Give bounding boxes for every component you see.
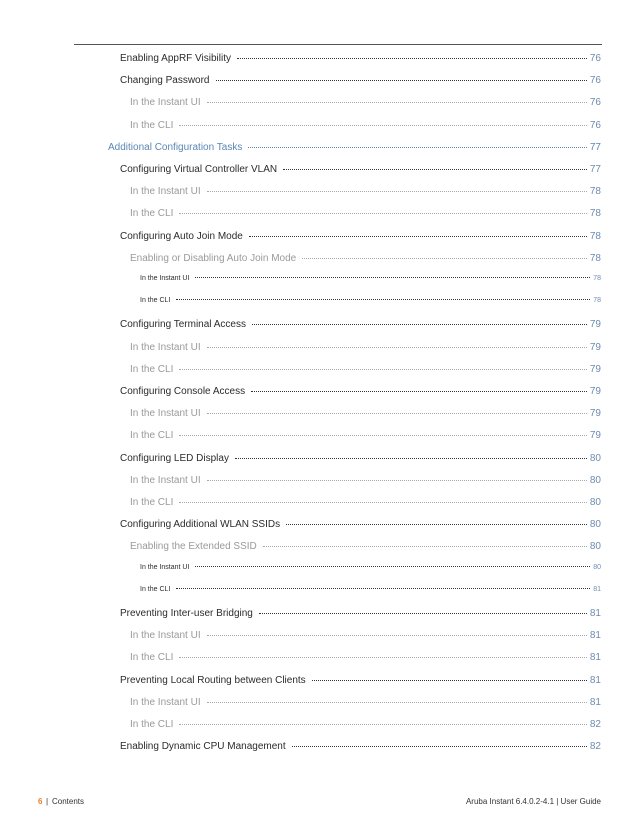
toc-entry-page: 81 [589,696,601,708]
toc-entry[interactable] [130,186,601,197]
toc-entry[interactable] [140,586,601,593]
toc-entry-label: In the CLI [130,208,174,220]
toc-entry[interactable] [130,630,601,641]
toc-section-entry[interactable] [108,142,601,153]
toc-entry-label: Enabling the Extended SSID [130,541,257,553]
toc-entry[interactable] [120,231,601,242]
toc-dot-leader [207,102,587,103]
toc-dot-leader [312,680,587,681]
toc-entry[interactable] [130,497,601,508]
toc-entry-page: 80 [589,452,601,464]
toc-entry-page: 80 [589,474,601,486]
toc-entry-page: 81 [589,630,601,642]
toc-dot-leader [207,347,587,348]
toc-entry-label: In the Instant UI [130,696,201,708]
toc-entry-page: 82 [589,719,601,730]
toc-entry-label: In the Instant UI [130,186,201,198]
toc-dot-leader [292,746,587,747]
toc-entry-page: 80 [589,519,601,531]
toc-entry-label: In the Instant UI [130,474,201,486]
toc-dot-leader [263,546,587,547]
toc-entry[interactable] [130,475,601,486]
toc-entry-label: Preventing Inter-user Bridging [120,608,253,619]
toc-dot-leader [259,613,587,614]
toc-entry[interactable] [120,164,601,175]
toc-entry[interactable] [120,386,601,397]
toc-entry-page: 76 [589,53,601,64]
toc-entry[interactable] [130,408,601,419]
toc-entry-page: 80 [589,497,601,508]
toc-entry-page: 79 [589,341,601,353]
footer-separator: | [46,797,49,806]
toc-entry-page: 81 [593,585,601,593]
toc-entry-label: In the CLI [140,297,171,305]
toc-entry[interactable] [130,697,601,708]
toc-entry[interactable] [130,120,601,131]
toc-entry-page: 76 [589,75,601,87]
toc-entry-label: Additional Configuration Tasks [108,141,243,153]
toc-entry-page: 79 [589,430,601,442]
toc-entry-label: Configuring Additional WLAN SSIDs [120,519,281,531]
toc-entry-label: In the Instant UI [130,97,201,109]
toc-dot-leader [286,524,587,525]
toc-entry-page: 76 [589,97,601,109]
toc-entry-label: Enabling AppRF Visibility [120,53,231,64]
toc-entry[interactable] [120,519,601,530]
toc-dot-leader [195,277,590,278]
toc-entry-page: 78 [589,208,601,220]
toc-dot-leader [252,324,587,325]
toc-entry-page: 76 [589,119,601,131]
toc-dot-leader [207,191,587,192]
toc-entry-page: 79 [589,363,601,375]
toc-entry-label: Enabling Dynamic CPU Management [120,741,286,753]
toc-dot-leader [207,413,587,414]
toc-entry[interactable] [120,75,601,86]
toc-entry[interactable] [130,652,601,663]
toc-entry-page: 79 [589,408,601,420]
toc-entry-page: 77 [589,164,601,175]
toc-dot-leader [179,435,587,436]
toc-entry-label: Configuring Terminal Access [120,319,246,331]
toc-entry[interactable] [130,208,601,219]
toc-dot-leader [249,236,587,237]
toc-entry-label: Configuring Virtual Controller VLAN [120,164,278,175]
toc-dot-leader [283,169,587,170]
toc-entry-page: 78 [589,252,601,264]
toc-entry-label: In the Instant UI [140,275,190,282]
toc-dot-leader [179,502,587,503]
toc-entry[interactable] [120,453,601,464]
toc-entry-page: 79 [589,386,601,397]
toc-entry-page: 81 [589,674,601,686]
toc-entry[interactable] [130,719,601,730]
toc-entry[interactable] [140,564,601,571]
toc-entry-label: In the CLI [130,119,174,131]
toc-entry-label: In the CLI [130,430,174,442]
toc-entry-label: In the Instant UI [130,341,201,353]
toc-dot-leader [176,299,590,300]
toc-dot-leader [176,588,590,589]
footer-page-number: 6 [38,797,43,806]
toc-entry-label: Configuring Console Access [120,386,246,397]
toc-entry-label: In the CLI [130,719,174,730]
toc-entry-label: In the CLI [130,652,174,664]
toc-dot-leader [207,480,587,481]
toc-entry-label: Enabling or Disabling Auto Join Mode [130,252,297,264]
toc-entry-label: In the Instant UI [140,563,190,571]
toc-entry-page: 79 [589,319,601,331]
toc-entry-label: Preventing Local Routing between Clients [120,674,306,686]
toc-entry-label: In the Instant UI [130,630,201,642]
toc-dot-leader [195,566,590,567]
toc-entry[interactable] [130,97,601,108]
toc-entry[interactable] [130,253,601,264]
toc-entry[interactable] [140,275,601,282]
toc-entry-label: In the CLI [130,497,174,508]
toc-entry[interactable] [130,364,601,375]
toc-entry[interactable] [130,430,601,441]
toc-entry-page: 78 [589,186,601,198]
toc-entry-page: 80 [593,563,601,571]
toc-dot-leader [251,391,587,392]
toc-entry[interactable] [120,53,601,64]
toc-entry[interactable] [140,297,601,304]
toc-dot-leader [237,58,587,59]
toc-entry[interactable] [120,675,601,686]
toc-entry[interactable] [120,319,601,330]
toc-entry[interactable] [130,541,601,552]
toc-entry-page: 77 [589,141,601,153]
footer-guide-title: Aruba Instant 6.4.0.2-4.1 | User Guide [465,797,601,806]
toc-entry-label: In the Instant UI [130,408,201,420]
toc-dot-leader [248,147,587,148]
toc-dot-leader [179,657,587,658]
toc-dot-leader [179,369,587,370]
footer-section-name: Contents [52,797,85,806]
toc-entry[interactable] [120,608,601,619]
toc-entry-label: In the CLI [130,363,174,375]
toc-dot-leader [302,258,587,259]
toc-entry-page: 81 [589,608,601,619]
header-rule [74,44,602,45]
toc-dot-leader [207,702,587,703]
page-footer [38,797,601,809]
toc-dot-leader [235,458,587,459]
toc-entry-page: 80 [589,541,601,553]
toc-entry-label: Configuring LED Display [120,452,229,464]
toc-dot-leader [179,724,587,725]
toc-entry-page: 82 [589,741,601,753]
toc-entry-label: Configuring Auto Join Mode [120,230,243,242]
toc-entry-label: Changing Password [120,75,210,87]
toc-entry-page: 78 [593,297,601,305]
toc-entry[interactable] [120,741,601,752]
toc-entry-page: 78 [589,230,601,242]
toc-entry[interactable] [130,342,601,353]
toc-dot-leader [207,635,587,636]
toc-entry-page: 81 [589,652,601,664]
toc-dot-leader [179,213,587,214]
toc-dot-leader [179,125,587,126]
toc-entry-page: 78 [593,275,601,282]
toc-entry-label: In the CLI [140,585,171,593]
toc-dot-leader [216,80,587,81]
